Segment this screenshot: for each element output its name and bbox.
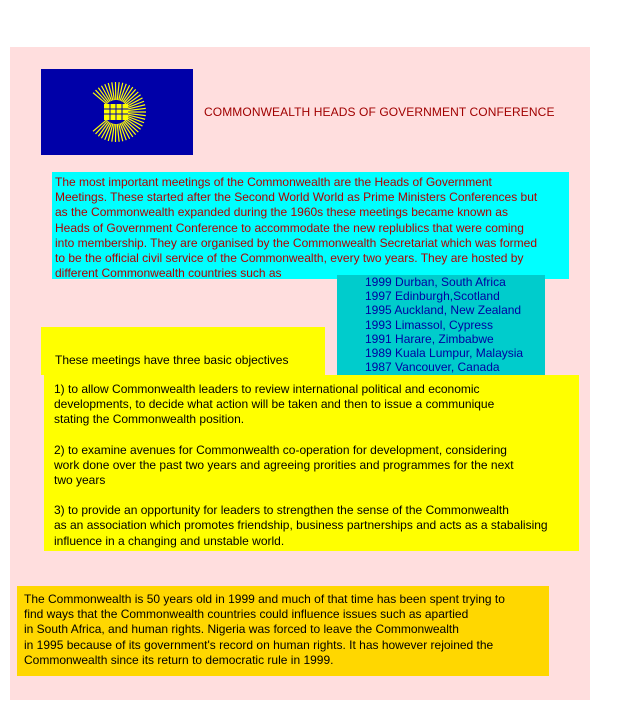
list-item: 1999 Durban, South Africa xyxy=(365,275,506,289)
history-line: in 1995 because of its government's record on human rights. It has however rejoined the xyxy=(24,637,494,652)
objective-line: stating the Commonwealth position. xyxy=(54,412,245,427)
host-cities-list xyxy=(337,275,545,375)
intro-line: to be the official civil service of the Commonwealth, every two years. They are hosted by xyxy=(55,251,524,266)
objective-item xyxy=(54,382,579,428)
objective-line: work done over the past two years and agreeing prorities and programmes for the next xyxy=(54,457,514,472)
intro-section xyxy=(52,172,569,279)
objective-line: two years xyxy=(54,473,106,488)
list-item: 1989 Kuala Lumpur, Malaysia xyxy=(365,346,524,361)
commonwealth-flag-image xyxy=(41,69,193,155)
history-section xyxy=(17,586,549,676)
objective-line: 3) to provide an opportunity for leaders to strengthen the sense of the Commonwealth xyxy=(54,503,509,518)
objective-line: 1) to allow Commonwealth leaders to review international political and economic xyxy=(54,382,480,396)
commonwealth-emblem-icon xyxy=(41,69,193,155)
list-item: 1987 Vancouver, Canada xyxy=(365,360,500,375)
intro-line: different Commonwealth countries such as xyxy=(55,266,282,281)
intro-line: Meetings. These started after the Second World World as Prime Ministers Conferences but xyxy=(55,190,538,205)
objectives-heading-box xyxy=(41,327,325,375)
history-line: find ways that the Commonwealth countries could influence issues such as apartied xyxy=(24,607,469,622)
intro-line: into membership. They are organised by the Commonwealth Secretariat which was formed xyxy=(55,235,538,250)
list-item: 1997 Edinburgh,Scotland xyxy=(365,289,500,304)
objective-line: influence in a changing and unstable world. xyxy=(54,533,285,548)
objectives-list xyxy=(44,375,579,551)
objective-item xyxy=(54,503,579,549)
list-item: 1995 Auckland, New Zealand xyxy=(365,303,522,318)
objective-line: developments, to decide what action will be taken and then to issue a communique xyxy=(54,397,495,412)
objective-item xyxy=(54,443,579,489)
intro-line: The most important meetings of the Commonwealth are the Heads of Government xyxy=(55,175,492,189)
intro-line: Heads of Government Conference to accommodate the new replublics that were coming xyxy=(55,220,524,235)
history-line: The Commonwealth is 50 years old in 1999 and much of that time has been spent trying to xyxy=(24,592,505,606)
objective-line: 2) to examine avenues for Commonwealth co-operation for development, considering xyxy=(54,442,507,457)
page-title: COMMONWEALTH HEADS OF GOVERNMENT CONFERENCE xyxy=(204,105,555,119)
history-line: in South Africa, and human rights. Nigeria was forced to leave the Commonwealth xyxy=(24,622,459,637)
history-line: Commonwealth since its return to democratic rule in 1999. xyxy=(24,652,334,667)
list-item: 1991 Harare, Zimbabwe xyxy=(365,331,494,346)
objectives-heading: These meetings have three basic objectives xyxy=(55,353,289,367)
intro-line: as the Commonwealth expanded during the 1960s these meetings became known as xyxy=(55,205,508,220)
objective-line: as an association which promotes friendship, business partnerships and acts as a stabalising xyxy=(54,518,548,533)
list-item: 1993 Limassol, Cypress xyxy=(365,317,494,332)
